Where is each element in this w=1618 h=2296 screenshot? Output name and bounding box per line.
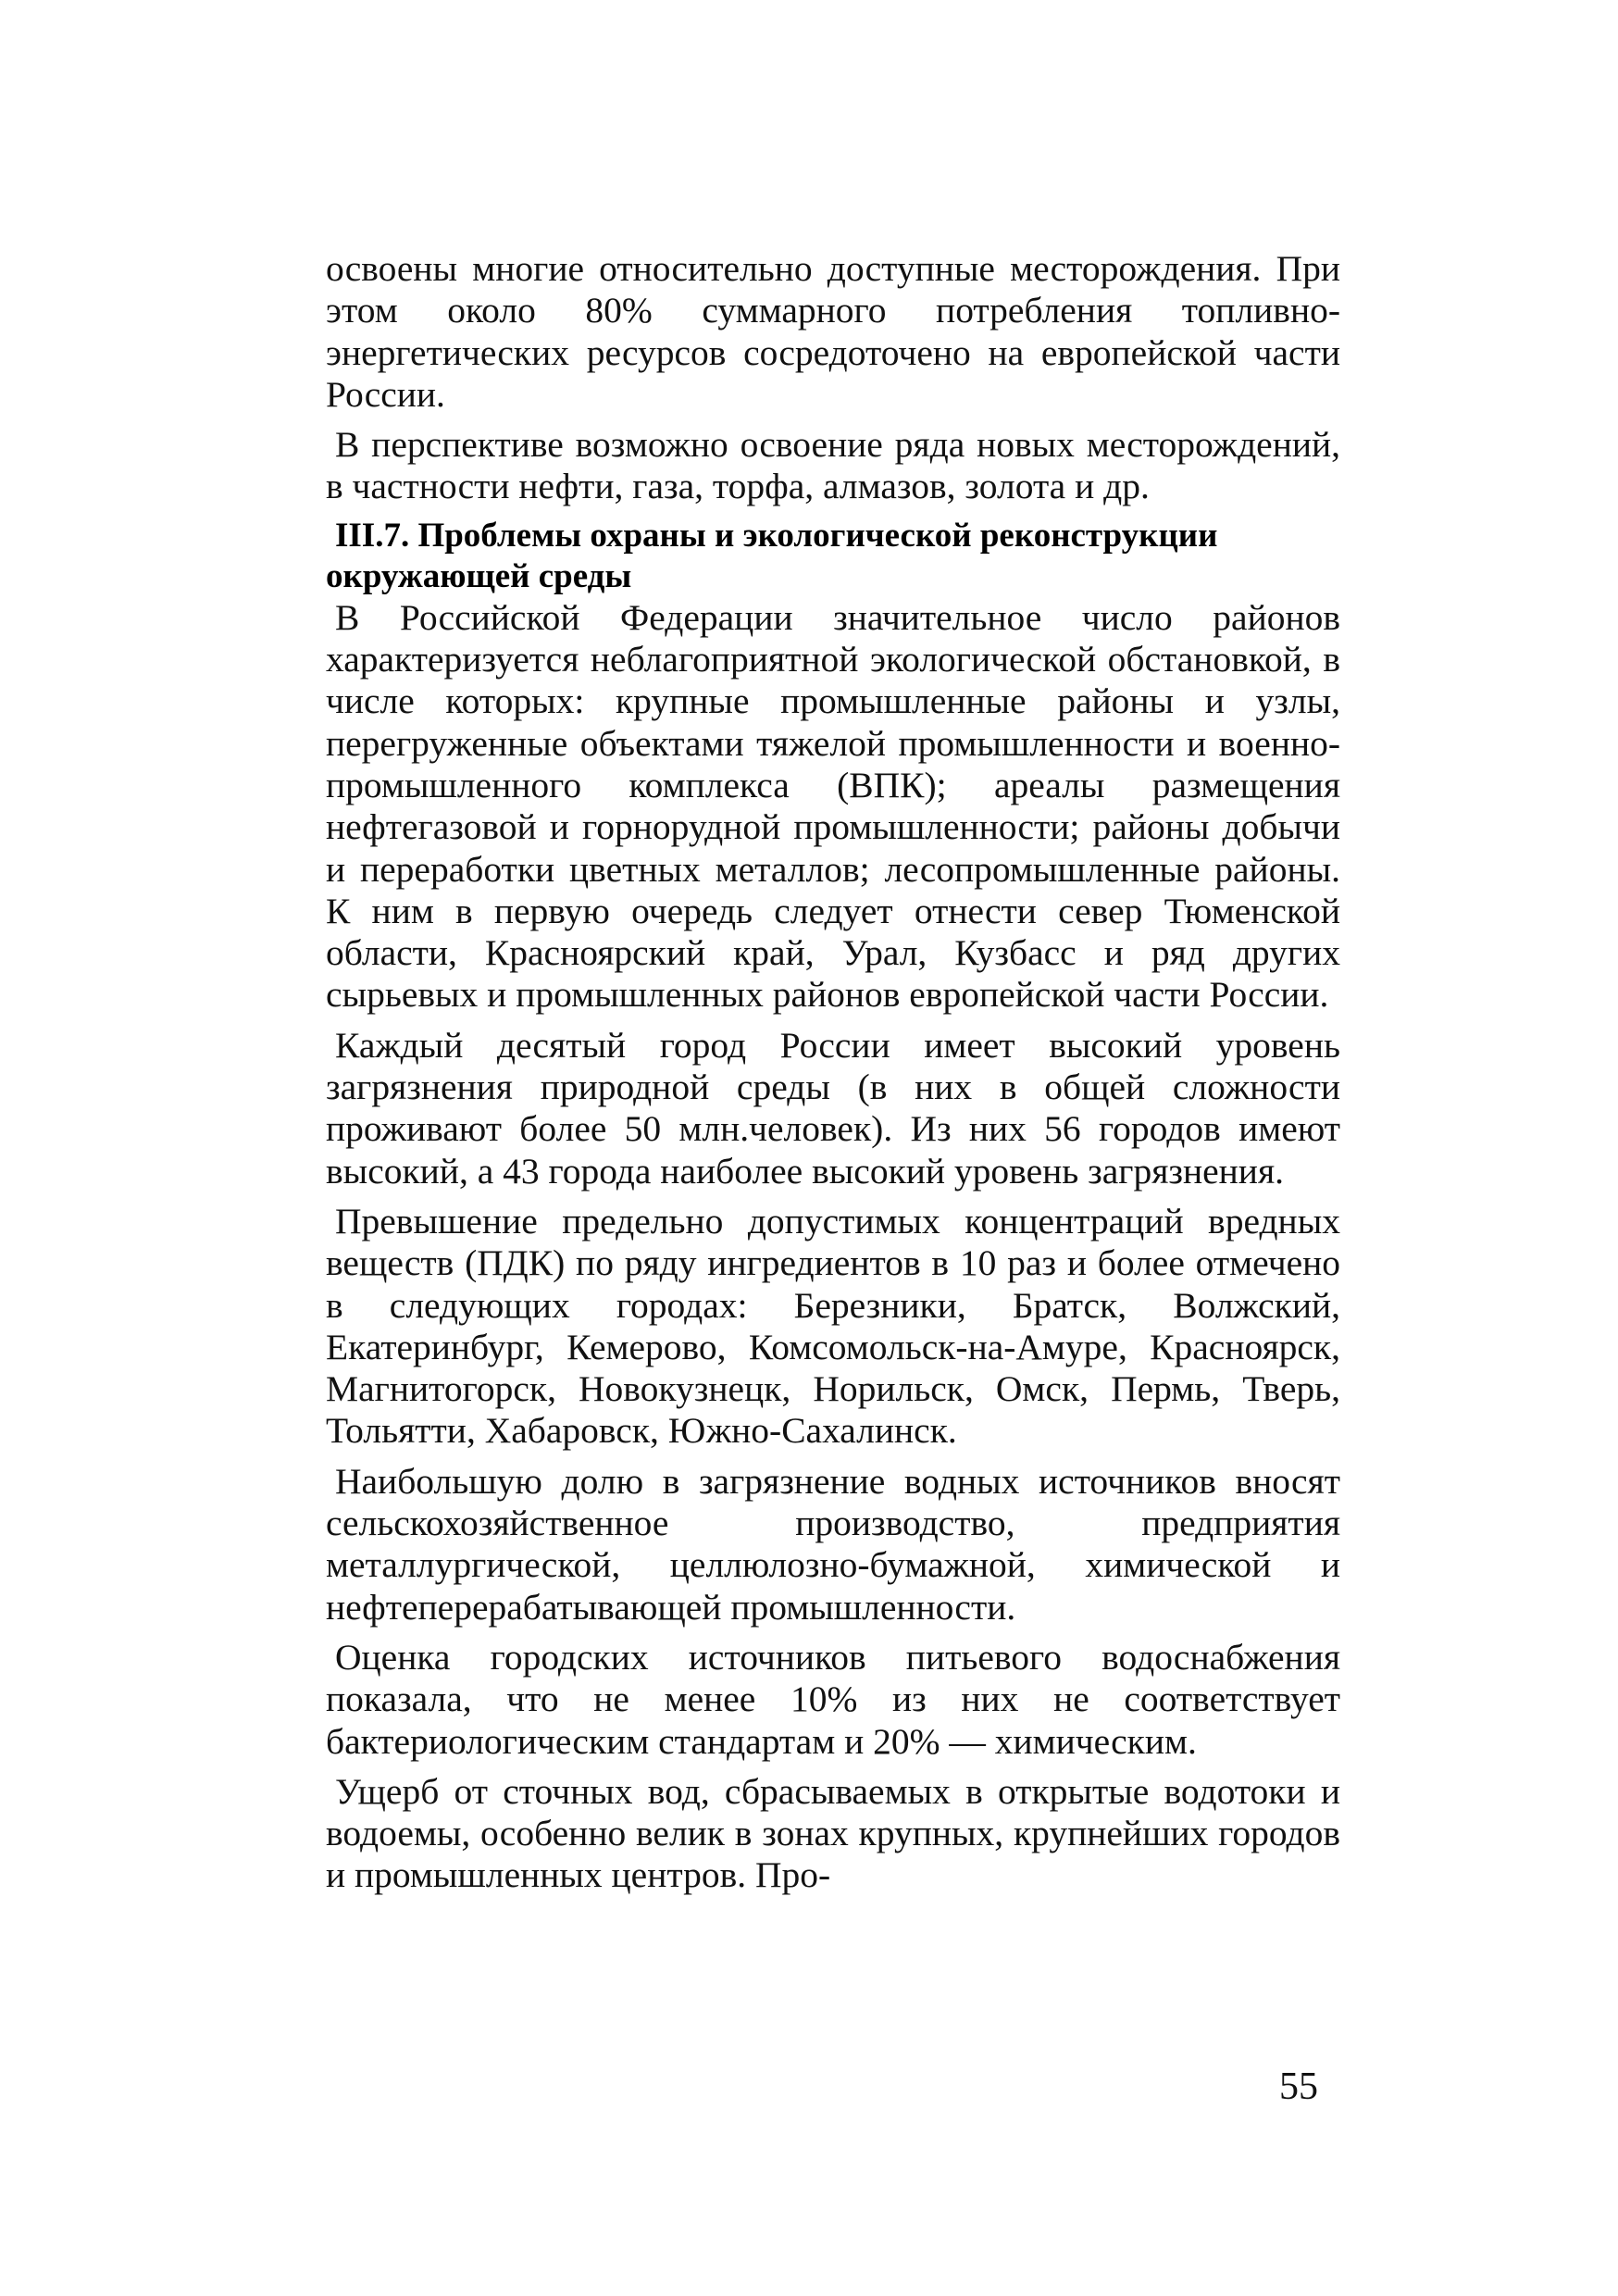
paragraph-wastewater: Ущерб от сточных вод, сбрасываемых в открытые водотоки и водоемы, особенно велик в зонах крупных, крупнейших городов и промышленных центров. Про-	[326, 1770, 1340, 1896]
page-number: 55	[1279, 2065, 1318, 2108]
section-heading: III.7. Проблемы охраны и экологической реконструкции окружающей среды	[326, 516, 1218, 595]
paragraph-city-pollution: Каждый десятый город России имеет высокий уровень загрязнения природной среды (в них в общей сложности проживают более 50 млн.человек). Из них 56 городов имеют высокий, а 43 города наиболее высокий уровень загрязнения.	[326, 1024, 1340, 1192]
paragraph-water-sources: Наибольшую долю в загрязнение водных источников вносят сельскохозяйственное производство, предприятия металлургической, целлюлозно-бумажной, химической и нефтеперерабатывающей промышленности.	[326, 1460, 1340, 1628]
paragraph-regions: В Российской Федерации значительное число районов характеризуется неблагоприятной экологической обстановкой, в числе которых: крупные промышленные районы и узлы, перегруженные объектами тяжелой промышленности и военно-промышленного комплекса (ВПК); ареалы размещения нефтегазовой и горнорудной промышленности; районы добычи и переработки цветных металлов; лесопромышленные районы. К ним в первую очередь следует отнести север Тюменской области, Красноярский край, Урал, Кузбасс и ряд других сырьевых и промышленных районов европейской части России.	[326, 596, 1340, 1016]
paragraph-drinking-water: Оценка городских источников питьевого водоснабжения показала, что не менее 10% из них не соответствует бактериологическим стандартам и 20% — химическим.	[326, 1636, 1340, 1762]
paragraph-continuation: освоены многие относительно доступные месторождения. При этом около 80% суммарного потребления топливно-энергетических ресурсов сосредоточено на европейской части России.	[326, 248, 1340, 415]
paragraph-pdk-cities: Превышение предельно допустимых концентраций вредных веществ (ПДК) по ряду ингредиентов в 10 раз и более отмечено в следующих городах: Березники, Братск, Волжский, Екатеринбург, Кемерово, Комсомольск-на-Амуре, Красноярск, Магнитогорск, Новокузнецк, Норильск, Омск, Пермь, Тверь, Тольятти, Хабаровск, Южно-Сахалинск.	[326, 1200, 1340, 1452]
document-page	[326, 248, 1340, 1897]
paragraph-prospects: В перспективе возможно освоение ряда новых месторождений, в частности нефти, газа, торфа, алмазов, золота и др.	[326, 424, 1340, 507]
